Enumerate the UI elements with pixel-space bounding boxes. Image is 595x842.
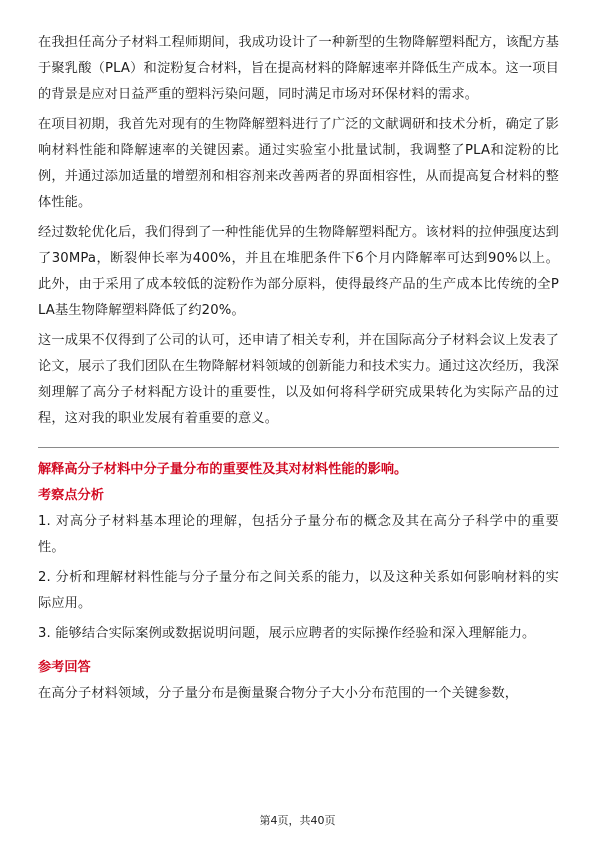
body-paragraph-1: 在我担任高分子材料工程师期间，我成功设计了一种新型的生物降解塑料配方，该配方基于聚乳酸（PLA）和淀粉复合材料，旨在提高材料的降解速率并降低生产成本。这一项目的背景是应对日益严重的塑料污染问题，同时满足市场对环保材料的需求。 — [38, 35, 559, 102]
page-number-footer: 第4页，共40页 — [259, 814, 336, 827]
answer-heading: 参考回答 — [38, 660, 91, 675]
analysis-item-2: 2. 分析和理解材料性能与分子量分布之间关系的能力，以及这种关系如何影响材料的实际应用。 — [38, 570, 559, 611]
answer-paragraph: 在高分子材料领域，分子量分布是衡量聚合物分子大小分布范围的一个关键参数， — [38, 686, 519, 701]
analysis-heading: 考察点分析 — [38, 488, 104, 503]
interview-question: 解释高分子材料中分子量分布的重要性及其对材料性能的影响。 — [38, 462, 408, 477]
analysis-item-1: 1. 对高分子材料基本理论的理解，包括分子量分布的概念及其在高分子科学中的重要性。 — [38, 514, 559, 555]
section-divider — [38, 447, 559, 448]
body-paragraph-3: 经过数轮优化后，我们得到了一种性能优异的生物降解塑料配方。该材料的拉伸强度达到了30MPa，断裂伸长率为400%，并且在堆肥条件下6个月内降解率可达到90%以上。此外，由于采用了成本较低的淀粉作为部分原料，使得最终产品的生产成本比传统的全PLA基生物降解塑料降低了约20%。 — [38, 225, 559, 318]
body-paragraph-4: 这一成果不仅得到了公司的认可，还申请了相关专利，并在国际高分子材料会议上发表了论文，展示了我们团队在生物降解材料领域的创新能力和技术实力。通过这次经历，我深刻理解了高分子材料配方设计的重要性，以及如何将科学研究成果转化为实际产品的过程，这对我的职业发展有着重要的意义。 — [38, 333, 559, 426]
body-paragraph-2: 在项目初期，我首先对现有的生物降解塑料进行了广泛的文献调研和技术分析，确定了影响材料性能和降解速率的关键因素。通过实验室小批量试制，我调整了PLA和淀粉的比例，并通过添加适量的增塑剂和相容剂来改善两者的界面相容性，从而提高复合材料的整体性能。 — [38, 117, 559, 210]
analysis-item-3: 3. 能够结合实际案例或数据说明问题，展示应聘者的实际操作经验和深入理解能力。 — [38, 626, 536, 641]
page-content — [38, 30, 559, 711]
